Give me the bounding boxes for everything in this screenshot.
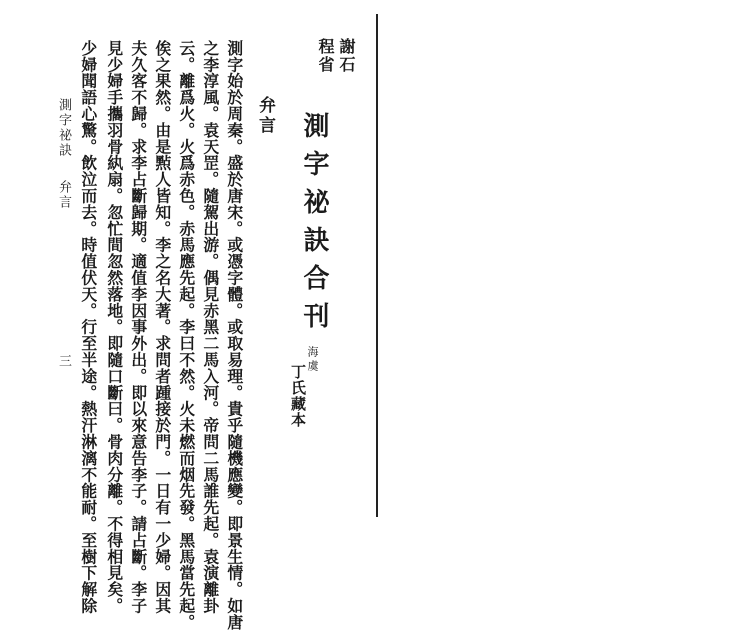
- series-author-2: 程省: [316, 38, 335, 74]
- body-line-4: 俟之果然。由是㸃人皆知。李之名大著。求問者踵接於門。一日有一少婦。因其: [152, 40, 172, 614]
- edition-origin: 海虞: [306, 346, 319, 374]
- edition-label: 丁氏藏本: [289, 364, 307, 428]
- margin-section-label: 弁言: [56, 180, 71, 210]
- margin-book-title: 測字祕訣: [56, 98, 71, 158]
- body-line-7: 少婦聞語心驚。飲泣而去。時值伏天。行至半途。熱汗淋漓不能耐。至樹下解除: [78, 40, 98, 614]
- body-line-1: 測字始於周秦。盛於唐宋。或憑字體。或取易理。貴乎隨機應變。即景生情。如唐: [224, 40, 244, 630]
- body-line-6: 見少婦手攜羽骨紈扇。忽忙間忽然落地。即隨口斷曰。骨肉分離。不得相見矣。: [104, 40, 124, 614]
- body-line-5: 夫久客不歸。求李占斷歸期。適值李因事外出。即以來意告李子。請占斷。李子: [128, 40, 148, 614]
- series-author-1: 謝石: [337, 38, 356, 74]
- body-line-2: 之李淳風。袁天罡。隨駕出游。偶見赤黑二馬入河。帝問二馬誰先起。袁演離卦: [200, 40, 220, 614]
- right-page: [289, 0, 750, 527]
- body-line-3: 云。離爲火。火爲赤色。赤馬應先起。李曰不然。火未燃而烟先發。黑馬當先起。: [176, 40, 196, 630]
- page-number: 三: [56, 354, 71, 369]
- main-title: 測字祕訣合刊: [299, 112, 329, 340]
- section-heading: 弁言: [255, 96, 275, 136]
